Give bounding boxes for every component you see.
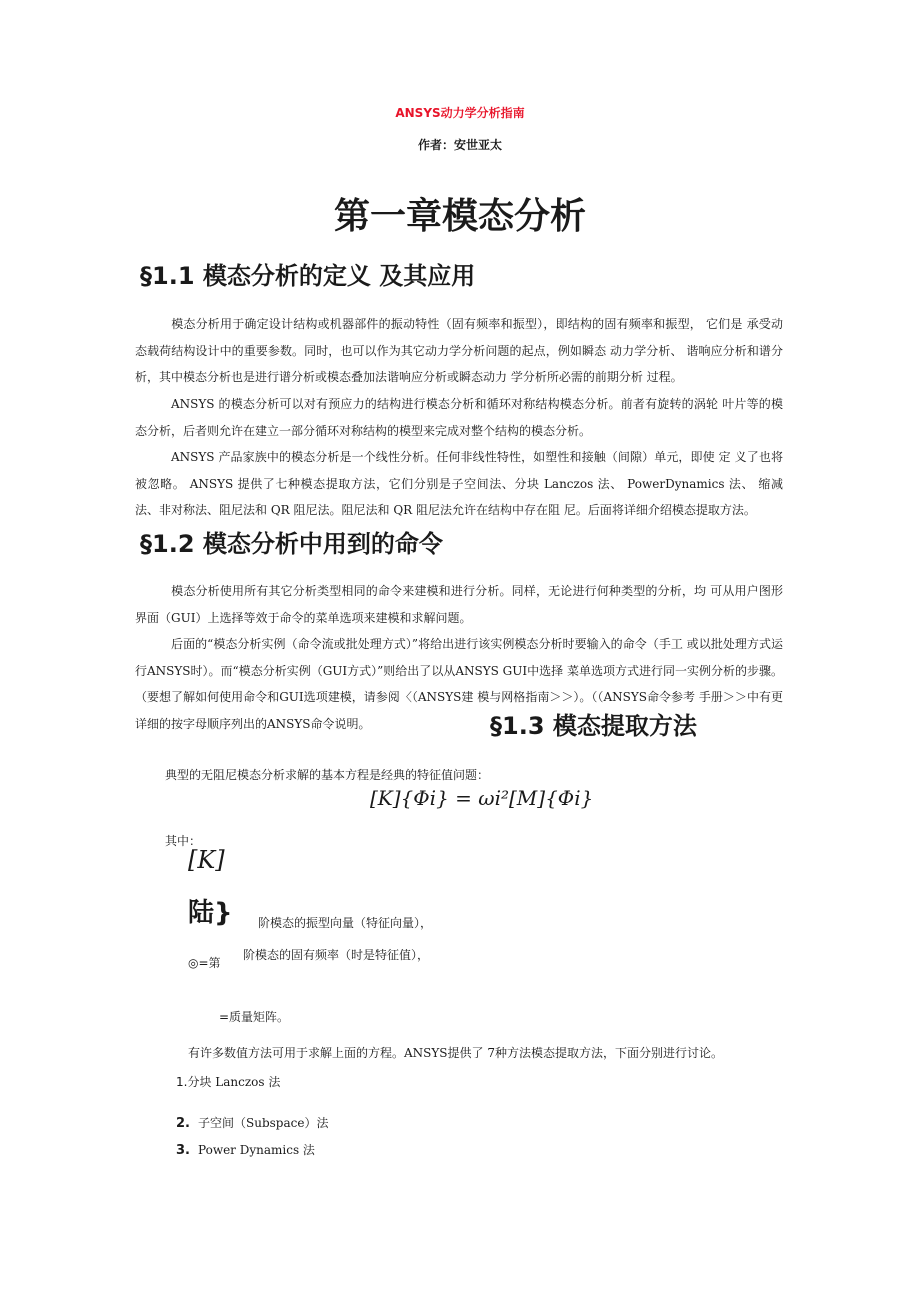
chapter-title: 第一章模态分析 <box>333 196 586 237</box>
method-label: 子空间（Subspace）法 <box>198 1116 329 1130</box>
method-number: 3. <box>176 1143 190 1158</box>
where-label: 其中： <box>165 834 202 848</box>
document-title: ANSYS动力学分析指南 <box>395 106 525 120</box>
author-line: 作者：安世亚太 <box>417 138 502 152</box>
frequency-description: 阶模态的固有频率（时是特征值）， <box>243 948 430 962</box>
method-item-2 <box>176 1114 328 1131</box>
method-label: Power Dynamics 法 <box>198 1143 315 1157</box>
mass-matrix-description: =质量矩阵。 <box>219 1010 290 1024</box>
method-item-1 <box>176 1073 280 1090</box>
method-number: 2. <box>176 1116 190 1131</box>
paragraph-1 <box>135 311 783 391</box>
paragraph-4 <box>135 578 783 631</box>
paragraph-5-text: 后面的“模态分析实例（命令流或批处理方式）”将给出进行该实例模态分析时要输入的命令（手工 或以批处理方式运行ANSYS时）。而“模态分析实例（GUI方式）”则给出了以从ANSYS GUI中选择 菜单选项方式进行同一实例分析的步骤。（要想了解如何使用命令和GUI选项建模，请参阅〈（ANSYS建 模与网格指南＞＞）。（（ANSYS命令参考 手册＞＞中有更详细的按字母顺序列出的ANSYS命令说明。 <box>135 637 783 731</box>
paragraph-4-text: 模态分析使用所有其它分析类型相同的命令来建模和进行分析。同样，无论进行何种类型的分析，均 可从用户图形 界面（GUI）上选择等效于命令的菜单选项来建模和求解问题。 <box>135 584 783 625</box>
method-item-3 <box>176 1141 315 1158</box>
section-1-2-heading: §1.2 模态分析中用到的命令 <box>140 530 443 558</box>
methods-intro: 有许多数值方法可用于求解上面的方程。ANSYS提供了 7种方法模态提取方法，下面分别进行讨论。 <box>188 1046 723 1060</box>
paragraph-3-text: ANSYS 产品家族中的模态分析是一个线性分析。任何非线性特性，如塑性和接触（间隙）单元，即使 定 义了也将被忽略。 ANSYS 提供了七种模态提取方法，它们分别是子空间法、分块 Lanczos 法、 PowerDynamics 法、 缩减法、非对称法、阻尼法和 QR 阻尼法。阻尼法和 QR 阻尼法允许在结构中存在阻 尼。后面将详细介绍模态提取方法。 <box>135 450 783 517</box>
mode-shape-symbol: 陆} <box>188 898 233 928</box>
mode-shape-description: 阶模态的振型向量（特征向量）， <box>258 916 433 930</box>
method-number: 1. <box>176 1075 188 1089</box>
paragraph-2 <box>135 391 783 444</box>
method-label: 分块 Lanczos 法 <box>187 1075 281 1089</box>
frequency-symbol: ◎=第 <box>188 956 221 970</box>
section-1-3-heading: §1.3 模态提取方法 <box>486 706 697 741</box>
paragraph-3 <box>135 444 783 524</box>
eigenvalue-formula: [K]{Φi} = ωi²[M]{Φi} <box>370 786 594 810</box>
stiffness-matrix-symbol: [K] <box>188 846 225 874</box>
section-1-1-heading: §1.1 模态分析的定义 及其应用 <box>140 262 476 290</box>
eigen-intro: 典型的无阻尼模态分析求解的基本方程是经典的特征值问题： <box>165 768 490 782</box>
paragraph-2-text: ANSYS 的模态分析可以对有预应力的结构进行模态分析和循环对称结构模态分析。前者有旋转的涡轮 叶片等的模态分析，后者则允许在建立一部分循环对称结构的模型来完成对整个结构的模态分析。 <box>135 397 783 438</box>
paragraph-1-text: 模态分析用于确定设计结构或机器部件的振动特性（固有频率和振型），即结构的固有频率和振型， 它们是 承受动态载荷结构设计中的重要参数。同时，也可以作为其它动力学分析问题的起点，例如瞬态 动力学分析、 谐响应分析和谱分析，其中模态分析也是进行谱分析或模态叠加法谐响应分析或瞬态动力 学分析所必需的前期分析 过程。 <box>135 317 783 384</box>
